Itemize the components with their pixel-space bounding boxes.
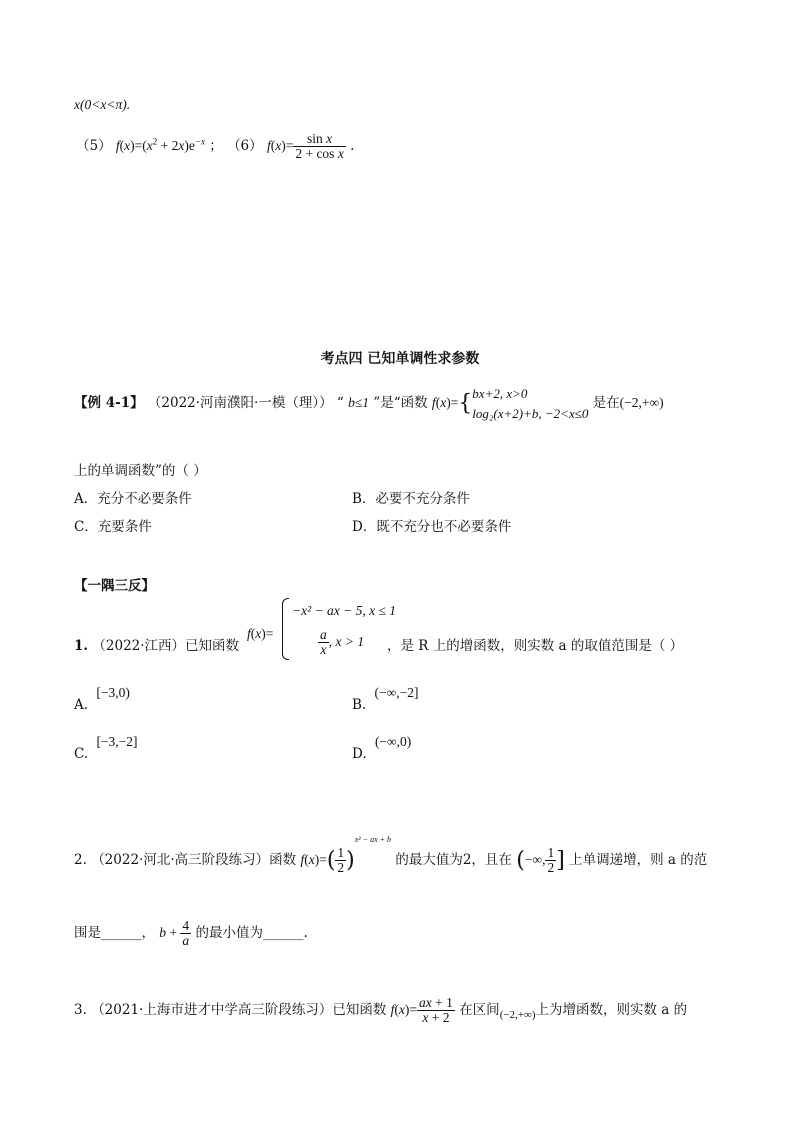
q3-tail: 上为增函数，则实数 a 的 [535, 1002, 688, 1019]
q1-option-b-value: (−∞,−2] [374, 685, 419, 700]
q1-option-a-value: [−3,0) [96, 685, 130, 700]
q1-tail: ，是 R 上的增函数，则实数 a 的取值范围是（ ） [387, 638, 684, 654]
q1-source: （2022·江西）已知函数 [92, 638, 240, 654]
piece-1: bx+2, x>0 [472, 386, 528, 401]
q2-exponent: x² − ax + b [354, 835, 392, 845]
q2-blank-1: 围是______， [74, 925, 155, 942]
example-4-1: 【例 4-1】 （2022·河南濮阳·一模（理）） “ b≤1 ”是“函数 f(x)={ bx+2, x>0 log₂(x+2)+b, −2<x≤0 是在(−2,+∞) [74, 384, 664, 423]
q1-option-d[interactable] [352, 734, 412, 762]
continued-text [74, 97, 130, 113]
function-items-5-6: （5） $f(x)=(x^2 + 2x)e^{-x}$ ； （6） f(x)= $\frac{\text{sin x}}{\text{2 + cos x}}$ . [76, 131, 355, 162]
piece-2: log₂(x+2)+b, −2<x≤0 [472, 405, 589, 421]
q2-num: 2. [74, 852, 87, 869]
domain-condition: x(0<x<π). [74, 97, 131, 112]
q1-option-a-label: A. [74, 697, 89, 713]
q1-piece-1: −x² − ax − 5, x ≤ 1 [292, 603, 397, 618]
quote-open: “ [336, 395, 344, 411]
item5-tail: ； [209, 138, 223, 155]
q1-option-a[interactable] [74, 685, 130, 713]
q2-source: （2022·河北·高三阶段练习）函数 [91, 852, 297, 869]
option-b[interactable]: B．必要不充分条件 [352, 491, 470, 507]
q3-interval: (−2,+∞) [499, 1009, 536, 1022]
condition-b: b≤1 [348, 395, 370, 410]
example-tag: 【例 4-1】 [74, 395, 144, 411]
q3-num: 3. [74, 1002, 87, 1019]
q3-fraction: $\frac{ax + 1}{x + 2}$ [419, 995, 453, 1026]
option-c[interactable]: C．充要条件 [74, 519, 152, 535]
q2-tail: 上单调递增，则 a 的范 [569, 852, 708, 869]
option-a[interactable]: A．充分不必要条件 [74, 491, 192, 507]
q3-mid: 在区间 [459, 1002, 500, 1019]
item6-formula: f [266, 138, 271, 154]
q2-expression-fraction: $\frac{4}{a}$ [182, 918, 190, 949]
item5-formula: f [115, 138, 120, 154]
q2-base-fraction: $\frac{1}{2}$ [337, 845, 345, 876]
interval: (−2,+∞) [619, 395, 664, 410]
q1-option-c-value: [−3,−2] [96, 734, 138, 749]
q1-option-c[interactable] [74, 734, 138, 762]
q2-mid: 的最大值为2，且在 [395, 852, 512, 869]
practice-title: 【一隅三反】 [74, 578, 155, 594]
item6-label: （6） [227, 138, 263, 155]
question-after: 是在 [592, 395, 620, 411]
section-title: 考点四 已知单调性求参数 [320, 351, 480, 367]
q1-function-name: f(x)= [247, 626, 274, 641]
q1-brace [282, 598, 289, 660]
piecewise-function [472, 384, 588, 423]
q1-num: 1. [74, 638, 89, 654]
q2-blank-2: 的最小值为______. [195, 925, 308, 942]
item5-label: （5） [76, 138, 112, 155]
q3-line1: 3. （2021·上海市进才中学高三阶段练习）已知函数 f(x)= $\frac{ax + 1}{x + 2}$ 在区间$_{(-2,+\infty)}$上为增函数，则实数 a 的 [74, 995, 688, 1026]
example-source: （2022·河南濮阳·一模（理）） [147, 395, 333, 411]
option-d[interactable]: D．既不充分也不必要条件 [352, 519, 512, 535]
example-question-line2: 上的单调函数”的（ ） [74, 463, 207, 479]
q1-option-c-label: C. [74, 746, 89, 762]
q1-piece-2: $\frac{a}{x}$ , x > 1 [320, 627, 365, 658]
q2-line2: 围是______， b + $\frac{4}{a}$ 的最小值为______. [74, 918, 308, 949]
q1-option-b-label: B. [352, 697, 367, 713]
q1-piece-2-cond: , x > 1 [328, 633, 365, 649]
q2-interval-fraction: $\frac{1}{2}$ [547, 845, 555, 876]
q1-number [74, 634, 239, 654]
q1-option-d-value: (−∞,0) [374, 734, 412, 749]
q1-option-d-label: D. [352, 746, 367, 762]
question-mid: ”是“函数 [373, 395, 428, 411]
item6-tail: . [350, 138, 355, 155]
q3-source: （2021·上海市进才中学高三阶段练习）已知函数 [91, 1002, 387, 1019]
item6-fraction: $\frac{\text{sin x}}{\text{2 + cos x}}$ [295, 131, 344, 162]
q2-line1: 2. （2022·河北·高三阶段练习）函数 f(x)=( $\frac{1}{2}$ )$^{x^2 - ax + b}$ 的最大值为2，且在 (−∞, $\frac{1}{2}$ ] 上单调递增，则 a 的范 [74, 835, 708, 876]
q1-option-b[interactable] [352, 685, 419, 713]
